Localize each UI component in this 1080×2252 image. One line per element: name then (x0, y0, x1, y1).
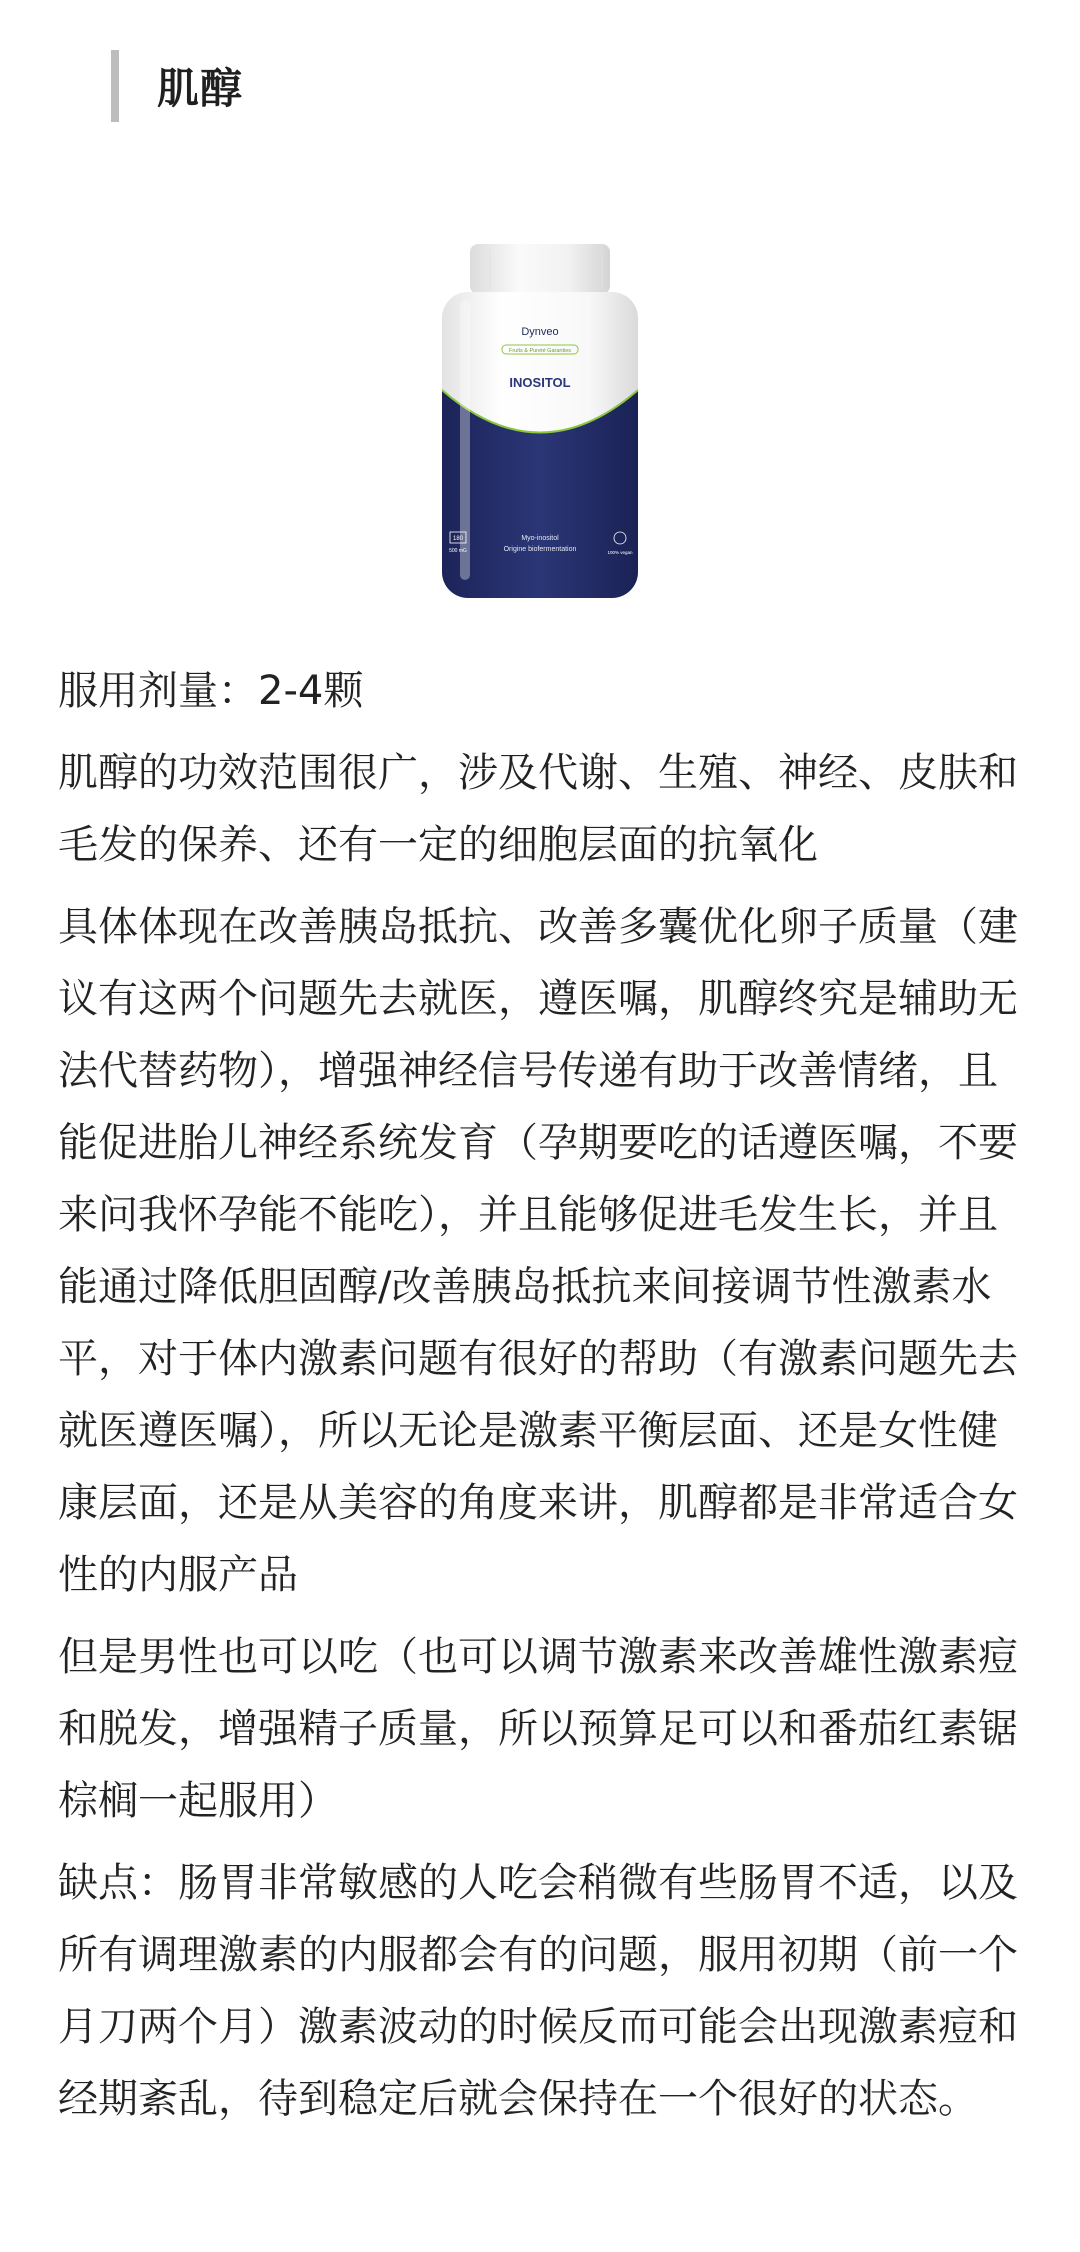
article-body (58, 655, 1028, 2145)
product-name: INOSITOL (509, 375, 571, 390)
product-subtitle-1: Myo-inositol (521, 535, 559, 542)
product-image-inositol-bottle (430, 240, 650, 610)
details-paragraph: 具体体现在改善胰岛抵抗、改善多囊优化卵子质量（建议有这两个问题先去就医，遵医嘱，肌醇终究是辅助无法代替药物），增强神经信号传递有助于改善情绪，且能促进胎儿神经系统发育（孕期要吃的话遵医嘱，不要来问我怀孕能不能吃），并且能够促进毛发生长，并且能通过降低胆固醇/改善胰岛抵抗来间接调节性激素水平，对于体内激素问题有很好的帮助（有激素问题先去就医遵医嘱），所以无论是激素平衡层面、还是女性健康层面，还是从美容的角度来讲，肌醇都是非常适合女性的内服产品 (58, 904, 1018, 1598)
product-badge: 100% vegan (607, 550, 633, 555)
product-subtitle-2: Origine biofermentation (503, 546, 577, 553)
bottle-illustration (430, 240, 650, 610)
product-tagline: Fruits & Pureté Garanties (508, 348, 572, 354)
drawbacks-paragraph: 缺点：肠胃非常敏感的人吃会稍微有些肠胃不适，以及所有调理激素的内服都会有的问题，服用初期（前一个月刀两个月）激素波动的时候反而可能会出现激素痘和经期紊乱，待到稳定后就会保持在一个很好的状态。 (58, 1860, 1018, 2122)
male-usage-paragraph: 但是男性也可以吃（也可以调节激素来改善雄性激素痘和脱发，增强精子质量，所以预算足可以和番茄红素锯棕榈一起服用） (58, 1634, 1018, 1824)
product-brand: Dynveo (521, 326, 559, 338)
product-unit: 500 mG (449, 548, 467, 554)
heading-title: 肌醇 (157, 64, 244, 113)
benefits-paragraph: 肌醇的功效范围很广，涉及代谢、生殖、神经、皮肤和毛发的保养、还有一定的细胞层面的抗氧化 (58, 750, 1018, 868)
product-count: 180 (452, 536, 464, 542)
section-heading (111, 50, 243, 122)
dosage-paragraph: 服用剂量：2-4颗 (58, 668, 364, 714)
bottle-cap (470, 244, 610, 294)
